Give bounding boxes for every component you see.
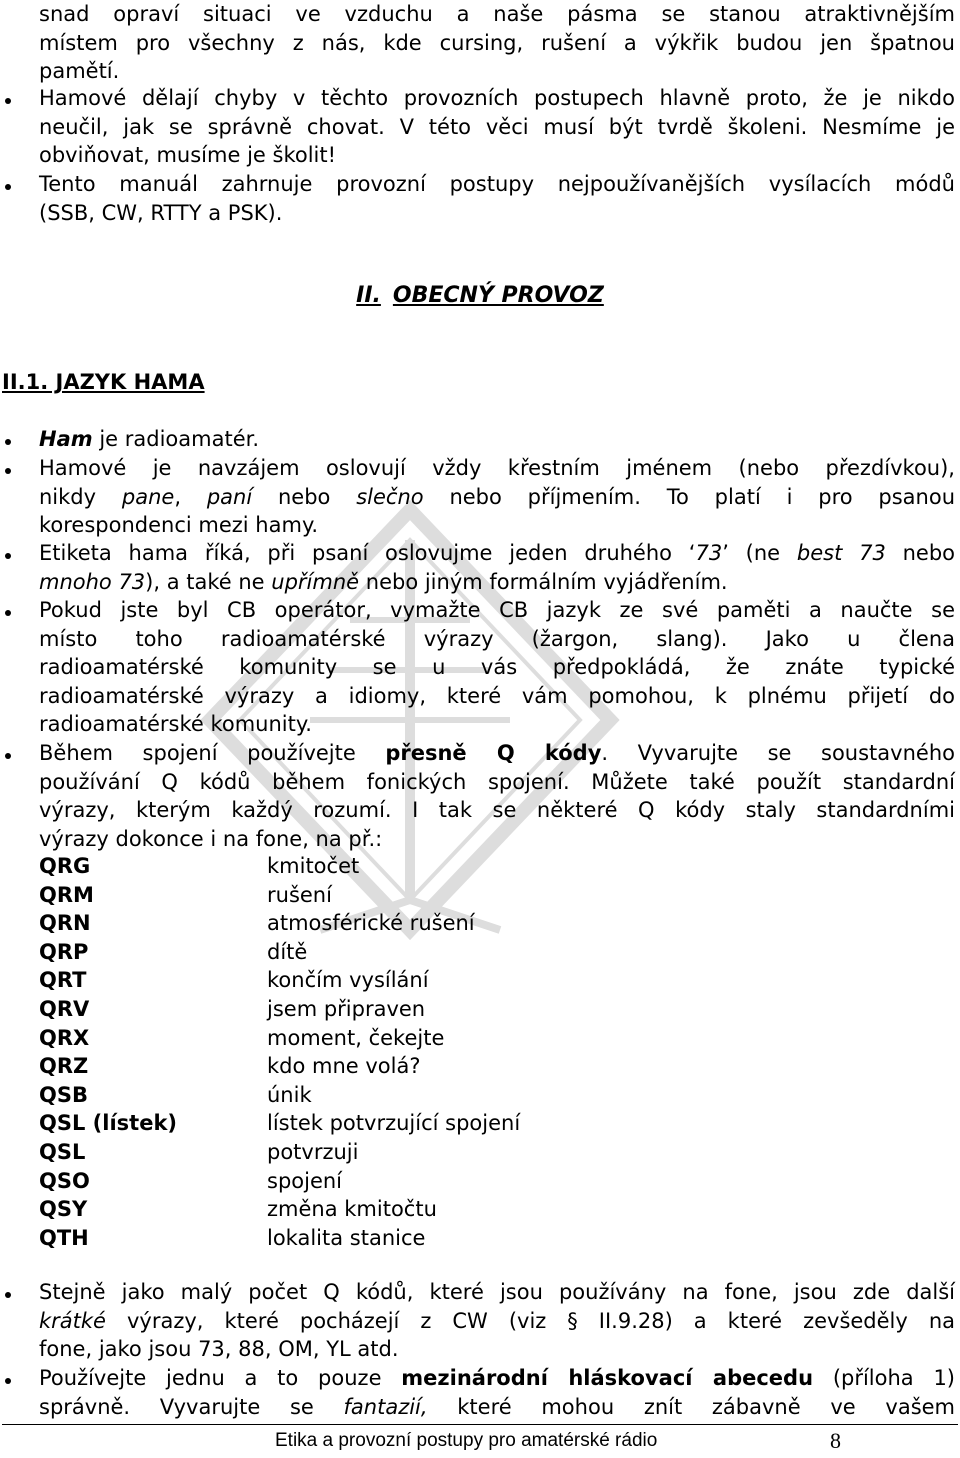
bullet-icon: [5, 98, 11, 104]
subsection-heading: II.1. JAZYK HAMA: [2, 370, 205, 394]
paragraph-line: správně. Vyvarujte se fantazií, které mohou znít zábavně ve vašem: [39, 1394, 956, 1419]
q-code-meaning: moment, čekejte: [267, 1025, 445, 1050]
q-code-row: [39, 1024, 739, 1053]
bullet-paragraph-manual: [39, 170, 955, 227]
paragraph-line: neučil, jak se správně chovat. V této věci musí být tvrdě školeni. Nesmíme je: [39, 114, 955, 139]
q-code: QTH: [39, 1225, 89, 1250]
section-heading: [0, 282, 960, 311]
q-code-meaning: rušení: [267, 882, 332, 907]
q-code: QSL (lístek): [39, 1111, 178, 1136]
bullet-paragraph-etiquette: [39, 539, 955, 596]
paragraph-line: používání Q kódů během fonických spojení. Můžete také použít standardní: [39, 769, 955, 794]
q-code-row: [39, 1052, 739, 1081]
paragraph-line: radioamatérské komunity.: [39, 712, 312, 737]
q-code-meaning: jsem připraven: [267, 997, 426, 1021]
q-code: QRP: [39, 939, 89, 964]
paragraph-line: (SSB, CW, RTTY a PSK).: [39, 200, 283, 225]
paragraph-line: místo toho radioamatérské výrazy (žargon, slang). Jako u člena: [39, 626, 955, 651]
q-code-row: [39, 1167, 739, 1196]
q-code-row: [39, 1109, 739, 1138]
bullet-icon: [5, 184, 11, 190]
paragraph-line: Etiketa hama říká, při psaní oslovujme jeden druhého ‘73’ (ne best 73 nebo: [39, 541, 955, 565]
bullet-icon: [5, 1292, 11, 1298]
q-code-row: [39, 938, 739, 967]
q-code-row: [39, 995, 739, 1024]
q-code: QRX: [39, 1025, 90, 1050]
bullet-icon: [5, 468, 11, 474]
paragraph-line: Stejně jako malý počet Q kódů, které jsou používány na fone, jsou zde další: [39, 1280, 955, 1304]
q-code-row: [39, 966, 739, 995]
bullet-icon: [5, 753, 11, 759]
intro-paragraph: [39, 0, 955, 86]
paragraph-line: radioamatérské výrazy a idiomy, které vám pomohou, k plnému přijetí do: [39, 683, 955, 708]
bullet-paragraph-qcodes: [39, 739, 955, 853]
q-code: QSO: [39, 1168, 90, 1193]
paragraph-line: Hamové je navzájem oslovují vždy křestním jménem (nebo přezdívkou),: [39, 456, 955, 480]
bullet-paragraph-mistakes: [39, 84, 955, 170]
footer-title: Etika a provozní postupy pro amatérské rádio: [275, 1430, 658, 1451]
paragraph-line: mnoho 73), a také ne upřímně nebo jiným formálním vyjádřením.: [39, 569, 728, 594]
q-code-meaning: kmitočet: [267, 854, 360, 878]
q-code-meaning: lístek potvrzující spojení: [267, 1111, 521, 1136]
q-code-meaning: změna kmitočtu: [267, 1197, 437, 1222]
paragraph-line: Pokud jste byl CB operátor, vymažte CB jazyk ze své paměti a naučte se: [39, 598, 955, 622]
q-code-meaning: atmosférické rušení: [267, 911, 475, 936]
bullet-paragraph-short-expressions: [39, 1278, 955, 1364]
paragraph-line: obviňovat, musíme je školit!: [39, 143, 337, 168]
bullet-icon: [5, 610, 11, 616]
ham-term: Ham: [39, 427, 93, 451]
bullet-paragraph-alphabet: [39, 1364, 955, 1421]
paragraph-line: výrazy, kterým každý rozumí. I tak se některé Q kódy staly standardními: [39, 798, 955, 823]
paragraph-line: korespondenci mezi hamy.: [39, 513, 319, 538]
bullet-paragraph-cb: [39, 596, 955, 739]
bullet-paragraph-ham: [39, 425, 955, 454]
section-number: II.: [356, 283, 381, 308]
q-code: QRM: [39, 882, 94, 907]
q-code-row: [39, 1195, 739, 1224]
paragraph-line: Hamové dělají chyby v těchto provozních postupech hlavně proto, že je nikdo: [39, 86, 955, 110]
q-code: QSY: [39, 1197, 88, 1222]
q-code-row: [39, 1081, 739, 1110]
q-code-meaning: spojení: [267, 1168, 343, 1193]
intro-line-1: snad opraví situaci ve vzduchu a naše pásma se stanou atraktivnějším: [39, 2, 955, 26]
paragraph-line: Používejte jednu a to pouze mezinárodní hláskovací abecedu (příloha 1): [39, 1366, 956, 1390]
bullet-icon: [5, 1378, 11, 1384]
q-code-row: [39, 909, 739, 938]
paragraph-line: výrazy dokonce i na fone, na př.:: [39, 826, 383, 851]
q-code-row: [39, 1138, 739, 1167]
q-code: QRT: [39, 968, 87, 993]
section-title: OBECNÝ PROVOZ: [392, 283, 604, 308]
q-code-meaning: dítě: [267, 939, 308, 964]
q-code: QRG: [39, 854, 91, 878]
ham-definition: je radioamatér.: [92, 427, 259, 451]
q-code-row: [39, 852, 739, 881]
bullet-icon: [5, 553, 11, 559]
q-code-meaning: lokalita stanice: [267, 1225, 426, 1250]
q-code-row: [39, 1224, 739, 1253]
q-code-meaning: končím vysílání: [267, 968, 429, 993]
q-code: QRV: [39, 997, 90, 1021]
paragraph-line: nikdy pane, paní nebo slečno nebo příjmením. To platí i pro psanou: [39, 484, 956, 509]
bullet-icon: [5, 439, 11, 445]
q-code: QRZ: [39, 1054, 89, 1079]
paragraph-line: Během spojení používejte přesně Q kódy. Vyvarujte se soustavného: [39, 741, 955, 765]
q-code: QRN: [39, 911, 91, 936]
footer-divider: [2, 1424, 958, 1425]
intro-line-2: místem pro všechny z nás, kde cursing, rušení a výkřik budou jen špatnou: [39, 30, 955, 55]
q-code-meaning: potvrzuji: [267, 1140, 359, 1164]
page-number: 8: [830, 1428, 841, 1453]
q-code: QSL: [39, 1140, 86, 1164]
q-code-meaning: kdo mne volá?: [267, 1054, 421, 1079]
paragraph-line: Tento manuál zahrnuje provozní postupy nejpoužívanějších vysílacích módů: [39, 172, 955, 196]
paragraph-line: krátké výrazy, které pocházejí z CW (viz § II.9.28) a které zevšeděly na: [39, 1308, 955, 1333]
bullet-paragraph-names: [39, 454, 955, 540]
intro-line-3: pamětí.: [39, 59, 120, 84]
q-code: QSB: [39, 1082, 88, 1107]
q-code-row: [39, 881, 739, 910]
paragraph-line: radioamatérské komunity se u vás předpokládá, že znáte typické: [39, 655, 955, 680]
paragraph-line: fone, jako jsou 73, 88, OM, YL atd.: [39, 1337, 399, 1362]
q-code-meaning: únik: [267, 1082, 312, 1107]
